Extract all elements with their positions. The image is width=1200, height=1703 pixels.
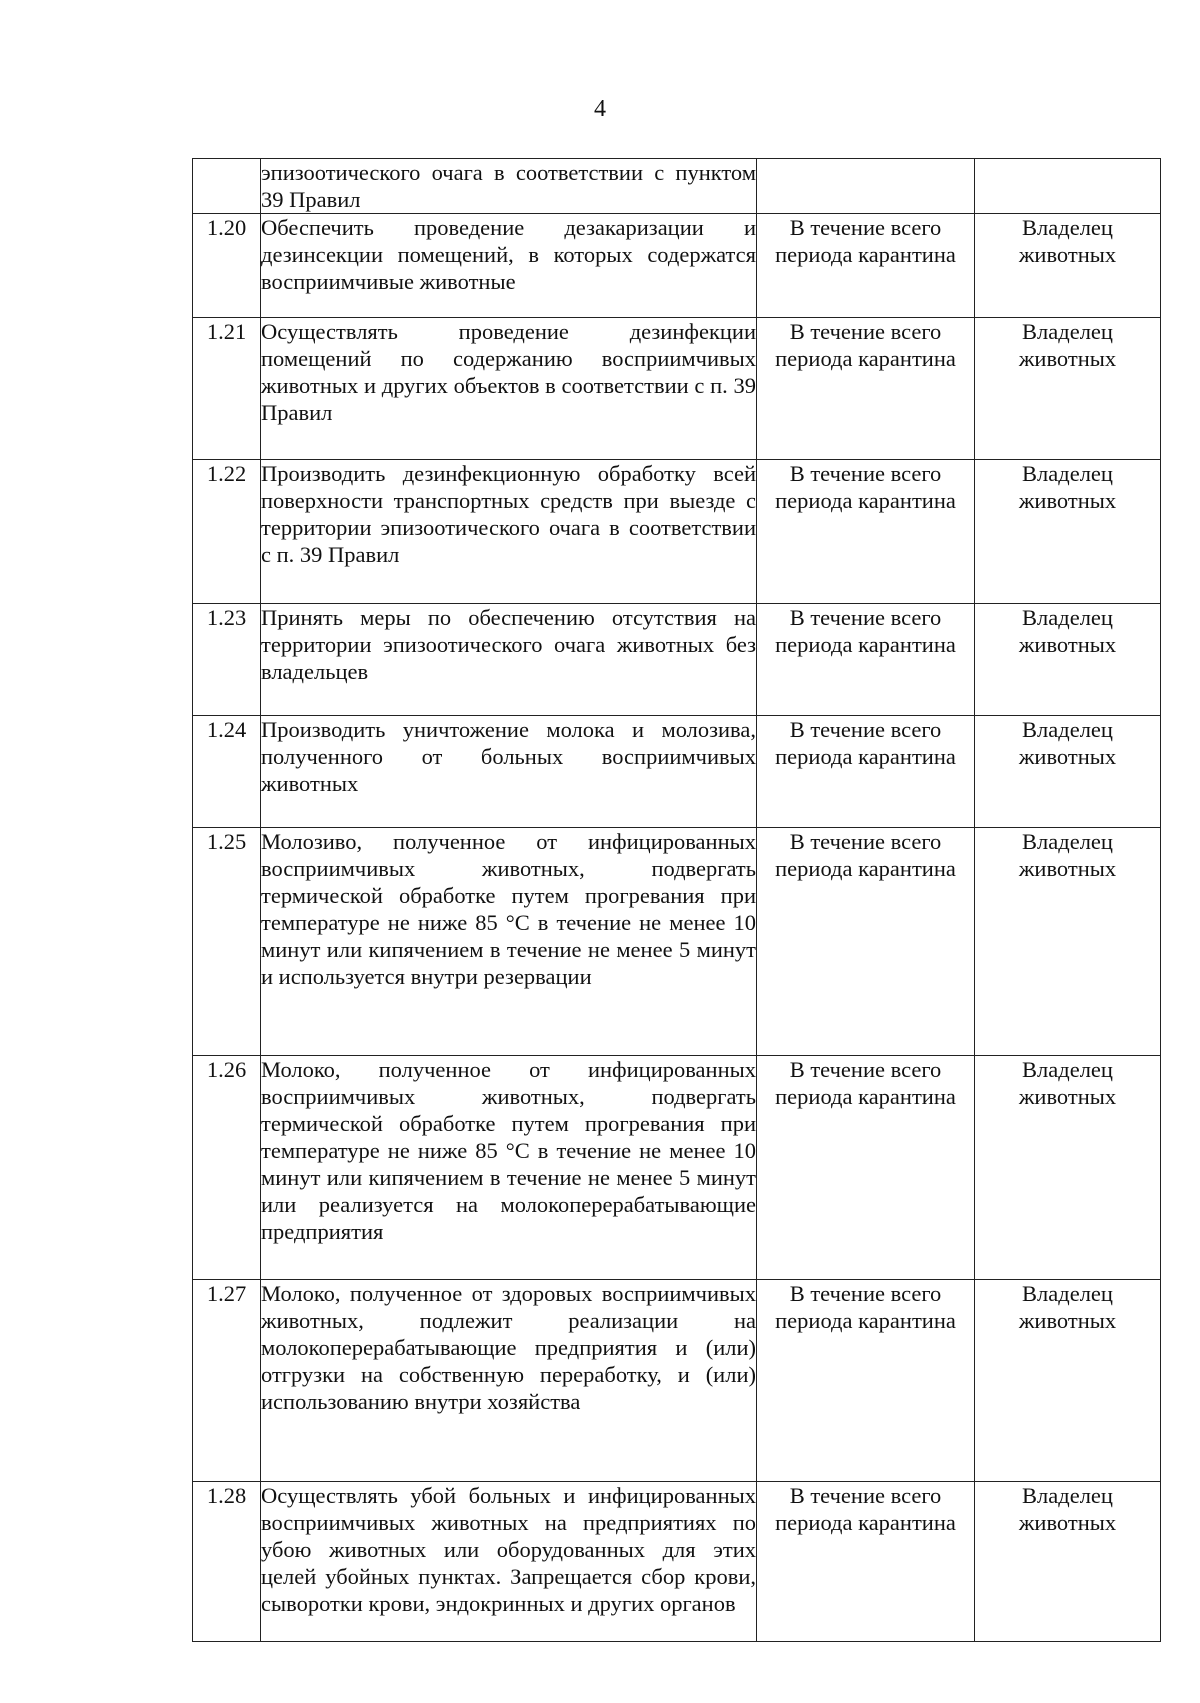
row-term: В течение всего периода карантина [757, 716, 975, 828]
row-number: 1.25 [193, 828, 261, 1056]
row-term: В течение всего периода карантина [757, 828, 975, 1056]
row-action: Производить дезинфекционную обработку всей поверхности транспортных средств при выезде с территории эпизоотического очага в соответствии с п. 39 Правил [261, 460, 757, 604]
row-responsible: Владелец животных [975, 604, 1161, 716]
row-term [757, 159, 975, 214]
row-number: 1.26 [193, 1056, 261, 1280]
row-number: 1.24 [193, 716, 261, 828]
row-action: Молозиво, полученное от инфицированных восприимчивых животных, подвергать термической обработке путем прогревания при температуре не ниже 85 °С в течение не менее 10 минут или кипячением в течение не менее 5 минут и используется внутри резервации [261, 828, 757, 1056]
row-responsible: Владелец животных [975, 1056, 1161, 1280]
row-term: В течение всего периода карантина [757, 1056, 975, 1280]
row-responsible [975, 159, 1161, 214]
row-action: Производить уничтожение молока и молозива, полученного от больных восприимчивых животных [261, 716, 757, 828]
row-action: Принять меры по обеспечению отсутствия на территории эпизоотического очага животных без владельцев [261, 604, 757, 716]
table-row [193, 828, 1161, 1056]
table-row [193, 318, 1161, 460]
row-action: Молоко, полученное от здоровых восприимчивых животных, подлежит реализации на молокоперерабатывающие предприятия и (или) отгрузки на собственную переработку, и (или) использованию внутри хозяйства [261, 1280, 757, 1482]
row-action: Осуществлять проведение дезинфекции помещений по содержанию восприимчивых животных и других объектов в соответствии с п. 39 Правил [261, 318, 757, 460]
row-term: В течение всего периода карантина [757, 460, 975, 604]
table-row [193, 1482, 1161, 1642]
row-number [193, 159, 261, 214]
row-responsible: Владелец животных [975, 1280, 1161, 1482]
row-action: Осуществлять убой больных и инфицированных восприимчивых животных на предприятиях по убою животных или оборудованных для этих целей убойных пунктах. Запрещается сбор крови, сыворотки крови, эндокринных и других органов [261, 1482, 757, 1642]
row-number: 1.21 [193, 318, 261, 460]
row-action: Молоко, полученное от инфицированных восприимчивых животных, подвергать термической обработке путем прогревания при температуре не ниже 85 °С в течение не менее 10 минут или кипячением в течение не менее 5 минут или реализуется на молокоперерабатывающие предприятия [261, 1056, 757, 1280]
row-term: В течение всего периода карантина [757, 604, 975, 716]
table-row [193, 604, 1161, 716]
row-term: В течение всего периода карантина [757, 1482, 975, 1642]
table-row [193, 1056, 1161, 1280]
row-term: В течение всего периода карантина [757, 1280, 975, 1482]
row-responsible: Владелец животных [975, 828, 1161, 1056]
row-responsible: Владелец животных [975, 716, 1161, 828]
table-row [193, 1280, 1161, 1482]
table-row [193, 214, 1161, 318]
row-responsible: Владелец животных [975, 460, 1161, 604]
row-responsible: Владелец животных [975, 214, 1161, 318]
page-number: 4 [594, 96, 606, 122]
row-term: В течение всего периода карантина [757, 318, 975, 460]
row-responsible: Владелец животных [975, 1482, 1161, 1642]
row-action: Обеспечить проведение дезакаризации и дезинсекции помещений, в которых содержатся восприимчивые животные [261, 214, 757, 318]
row-term: В течение всего периода карантина [757, 214, 975, 318]
row-number: 1.28 [193, 1482, 261, 1642]
row-action: эпизоотического очага в соответствии с пунктом 39 Правил [261, 160, 756, 212]
table-row [193, 460, 1161, 604]
row-number: 1.23 [193, 604, 261, 716]
row-number: 1.20 [193, 214, 261, 318]
table-row [193, 159, 1161, 214]
table-row [193, 716, 1161, 828]
row-responsible: Владелец животных [975, 318, 1161, 460]
row-number: 1.27 [193, 1280, 261, 1482]
row-number: 1.22 [193, 460, 261, 604]
quarantine-measures-table [192, 158, 1161, 1642]
